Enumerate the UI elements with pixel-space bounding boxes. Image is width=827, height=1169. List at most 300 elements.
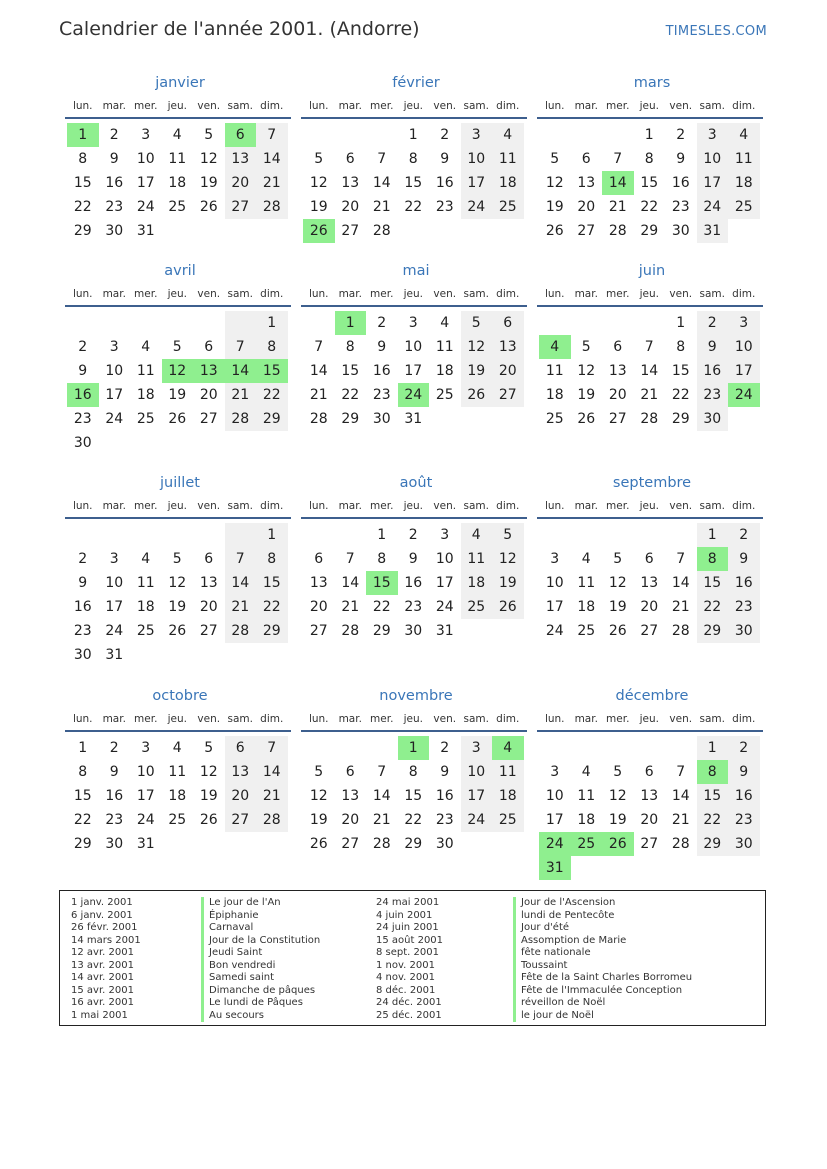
- empty-cell: [366, 123, 398, 147]
- day-grid: [303, 736, 525, 856]
- holiday-date: 14 mars 2001: [71, 934, 141, 946]
- day-cell: 10: [105, 575, 124, 591]
- day-cell: 19: [199, 175, 218, 191]
- day-cell: 26: [608, 623, 627, 639]
- month-block: [539, 72, 761, 243]
- day-cell: 22: [671, 387, 690, 403]
- holiday-date: 4 nov. 2001: [376, 972, 435, 983]
- day-cell: 30: [728, 832, 760, 856]
- day-cell: 18: [461, 571, 493, 595]
- day-cell: 18: [136, 387, 155, 403]
- day-cell: 19: [608, 812, 627, 828]
- day-cell: 1: [335, 311, 367, 335]
- day-cell: 19: [461, 359, 493, 383]
- day-cell: 4: [141, 551, 151, 567]
- day-cell: 20: [577, 199, 596, 215]
- weekday-label: mer.: [370, 287, 394, 300]
- day-cell: 28: [309, 411, 328, 427]
- day-cell: 14: [671, 575, 690, 591]
- empty-cell: [602, 123, 634, 147]
- day-cell: 15: [404, 788, 423, 804]
- weekday-label: mer.: [606, 712, 630, 725]
- weekday-label: sam.: [463, 287, 489, 300]
- day-cell: 28: [372, 223, 391, 239]
- day-cell: 23: [372, 387, 391, 403]
- month-block: [67, 472, 289, 667]
- day-cell: 17: [105, 387, 124, 403]
- day-cell: 3: [550, 764, 560, 780]
- day-cell: 24: [136, 199, 155, 215]
- empty-cell: [728, 407, 760, 431]
- empty-cell: [335, 123, 367, 147]
- day-cell: 8: [78, 764, 88, 780]
- day-grid: [539, 523, 761, 643]
- month-block: [67, 260, 289, 455]
- weekday-label: jeu.: [167, 499, 187, 512]
- holiday-name: Fête de la Saint Charles Borromeu: [513, 972, 692, 985]
- day-cell: 5: [550, 151, 560, 167]
- day-cell: 8: [256, 547, 288, 571]
- day-cell: 10: [461, 147, 493, 171]
- weekday-label: mer.: [606, 99, 630, 112]
- day-cell: 28: [256, 808, 288, 832]
- day-cell: 8: [78, 151, 88, 167]
- day-cell: 25: [545, 411, 564, 427]
- day-cell: 29: [671, 411, 690, 427]
- day-cell: 25: [577, 623, 596, 639]
- empty-cell: [193, 311, 225, 335]
- day-cell: 11: [545, 363, 564, 379]
- day-cell: 12: [545, 175, 564, 191]
- empty-cell: [162, 311, 194, 335]
- month-name: juin: [638, 263, 666, 279]
- day-cell: 23: [105, 812, 124, 828]
- day-cell: 22: [404, 812, 423, 828]
- day-cell: 16: [435, 175, 454, 191]
- empty-cell: [225, 431, 257, 455]
- day-cell: 12: [168, 575, 187, 591]
- weekday-label: dim.: [496, 99, 520, 112]
- day-cell: 11: [461, 547, 493, 571]
- day-cell: 4: [141, 339, 151, 355]
- day-cell: 3: [550, 551, 560, 567]
- empty-cell: [366, 736, 398, 760]
- day-cell: 24: [136, 812, 155, 828]
- day-cell: 23: [728, 808, 760, 832]
- empty-cell: [130, 523, 162, 547]
- day-cell: 25: [435, 387, 454, 403]
- holiday-legend: [59, 890, 766, 1026]
- day-cell: 10: [697, 147, 729, 171]
- holiday-date: 4 juin 2001: [376, 909, 433, 921]
- empty-cell: [162, 431, 194, 455]
- day-cell: 1: [256, 523, 288, 547]
- day-cell: 3: [697, 123, 729, 147]
- day-cell: 11: [492, 147, 524, 171]
- day-cell: 16: [671, 175, 690, 191]
- day-cell: 4: [539, 335, 571, 359]
- empty-cell: [130, 643, 162, 667]
- holiday-date: 1 janv. 2001: [71, 897, 133, 908]
- day-cell: 6: [204, 551, 214, 567]
- day-cell: 2: [408, 527, 418, 543]
- day-cell: 28: [671, 836, 690, 852]
- day-cell: 5: [613, 764, 623, 780]
- day-cell: 16: [372, 363, 391, 379]
- header-rule: [65, 117, 291, 119]
- empty-cell: [193, 832, 225, 856]
- day-cell: 23: [671, 199, 690, 215]
- empty-cell: [461, 219, 493, 243]
- empty-cell: [571, 736, 603, 760]
- weekday-label: ven.: [669, 99, 693, 112]
- weekday-label: lun.: [308, 287, 329, 300]
- day-cell: 20: [199, 599, 218, 615]
- day-cell: 29: [73, 223, 92, 239]
- empty-cell: [67, 523, 99, 547]
- day-cell: 12: [162, 359, 194, 383]
- holiday-date: 13 avr. 2001: [71, 959, 134, 971]
- empty-cell: [461, 832, 493, 856]
- day-cell: 3: [141, 127, 151, 143]
- holiday-name: Assomption de Marie: [513, 935, 692, 948]
- day-cell: 27: [309, 623, 328, 639]
- empty-cell: [539, 311, 571, 335]
- day-cell: 22: [697, 808, 729, 832]
- day-cell: 6: [644, 551, 654, 567]
- day-cell: 11: [136, 575, 155, 591]
- holiday-date: 1 nov. 2001: [376, 959, 435, 971]
- day-cell: 26: [461, 383, 493, 407]
- day-cell: 15: [697, 571, 729, 595]
- day-cell: 13: [577, 175, 596, 191]
- day-cell: 15: [341, 363, 360, 379]
- day-cell: 18: [492, 784, 524, 808]
- day-cell: 13: [640, 788, 659, 804]
- empty-cell: [634, 856, 666, 880]
- day-cell: 7: [377, 764, 387, 780]
- day-cell: 17: [461, 171, 493, 195]
- day-cell: 8: [676, 339, 686, 355]
- month-name: septembre: [612, 475, 692, 491]
- weekday-label: mer.: [606, 287, 630, 300]
- day-cell: 27: [341, 223, 360, 239]
- weekday-label: dim.: [260, 287, 284, 300]
- holiday-name: Bon vendredi: [201, 960, 320, 973]
- day-cell: 12: [199, 151, 218, 167]
- weekday-label: sam.: [699, 287, 725, 300]
- empty-cell: [303, 523, 335, 547]
- weekday-label: ven.: [669, 712, 693, 725]
- day-cell: 12: [577, 363, 596, 379]
- day-cell: 29: [640, 223, 659, 239]
- day-cell: 9: [440, 764, 450, 780]
- day-cell: 7: [314, 339, 324, 355]
- day-cell: 1: [78, 740, 88, 756]
- empty-cell: [429, 219, 461, 243]
- day-cell: 31: [105, 647, 124, 663]
- header-rule: [301, 730, 527, 732]
- weekday-label: ven.: [433, 499, 457, 512]
- day-cell: 2: [440, 127, 450, 143]
- month-block: [303, 72, 525, 243]
- day-cell: 28: [640, 411, 659, 427]
- day-cell: 15: [73, 788, 92, 804]
- header-rule: [65, 730, 291, 732]
- weekday-label: jeu.: [167, 712, 187, 725]
- weekday-label: sam.: [227, 499, 253, 512]
- day-cell: 20: [225, 171, 257, 195]
- day-cell: 6: [613, 339, 623, 355]
- day-cell: 8: [377, 551, 387, 567]
- month-block: [539, 472, 761, 643]
- weekday-label: jeu.: [167, 287, 187, 300]
- day-cell: 29: [341, 411, 360, 427]
- day-cell: 21: [372, 199, 391, 215]
- day-cell: 19: [309, 812, 328, 828]
- day-cell: 7: [613, 151, 623, 167]
- weekday-label: mar.: [102, 499, 126, 512]
- weekday-label: mer.: [134, 99, 158, 112]
- day-cell: 25: [168, 199, 187, 215]
- day-cell: 8: [644, 151, 654, 167]
- weekday-label: mar.: [574, 499, 598, 512]
- day-cell: 25: [728, 195, 760, 219]
- day-cell: 21: [671, 812, 690, 828]
- day-cell: 26: [303, 219, 335, 243]
- empty-cell: [99, 311, 131, 335]
- day-cell: 24: [697, 195, 729, 219]
- day-cell: 28: [608, 223, 627, 239]
- holiday-date: 8 déc. 2001: [376, 984, 436, 996]
- weekday-label: ven.: [669, 287, 693, 300]
- empty-cell: [492, 619, 524, 643]
- weekday-label: mar.: [574, 712, 598, 725]
- day-cell: 6: [314, 551, 324, 567]
- day-cell: 19: [199, 788, 218, 804]
- day-cell: 26: [168, 623, 187, 639]
- empty-cell: [162, 219, 194, 243]
- day-cell: 11: [435, 339, 454, 355]
- day-cell: 7: [256, 123, 288, 147]
- month-block: [539, 685, 761, 880]
- weekday-label: lun.: [544, 499, 565, 512]
- day-cell: 31: [136, 836, 155, 852]
- empty-cell: [303, 736, 335, 760]
- day-cell: 23: [73, 623, 92, 639]
- day-cell: 4: [440, 315, 450, 331]
- day-cell: 25: [168, 812, 187, 828]
- weekday-label: lun.: [72, 712, 93, 725]
- day-cell: 20: [640, 812, 659, 828]
- month-name: mai: [402, 263, 430, 279]
- weekday-label: mer.: [370, 499, 394, 512]
- empty-cell: [571, 123, 603, 147]
- day-cell: 26: [577, 411, 596, 427]
- day-cell: 14: [225, 571, 257, 595]
- day-cell: 5: [581, 339, 591, 355]
- day-cell: 21: [341, 599, 360, 615]
- day-cell: 31: [539, 856, 571, 880]
- empty-cell: [571, 523, 603, 547]
- day-cell: 27: [225, 808, 257, 832]
- day-cell: 3: [728, 311, 760, 335]
- weekday-label: mar.: [338, 287, 362, 300]
- holiday-date: 14 avr. 2001: [71, 972, 134, 983]
- day-cell: 17: [435, 575, 454, 591]
- day-cell: 13: [640, 575, 659, 591]
- day-cell: 25: [136, 411, 155, 427]
- day-cell: 27: [199, 411, 218, 427]
- day-grid: [67, 523, 289, 667]
- day-cell: 27: [492, 383, 524, 407]
- day-cell: 24: [545, 623, 564, 639]
- empty-cell: [728, 856, 760, 880]
- day-cell: 28: [225, 407, 257, 431]
- day-cell: 21: [225, 383, 257, 407]
- day-cell: 5: [492, 523, 524, 547]
- weekday-label: sam.: [699, 99, 725, 112]
- site-link[interactable]: TIMESLES.COM: [665, 24, 767, 39]
- day-cell: 19: [577, 387, 596, 403]
- empty-cell: [130, 311, 162, 335]
- empty-cell: [303, 123, 335, 147]
- day-cell: 13: [225, 147, 257, 171]
- day-cell: 10: [136, 764, 155, 780]
- day-cell: 10: [404, 339, 423, 355]
- day-cell: 5: [204, 127, 214, 143]
- day-grid: [303, 311, 525, 431]
- holiday-name: Carnaval: [201, 922, 320, 935]
- day-cell: 11: [492, 760, 524, 784]
- day-cell: 13: [199, 575, 218, 591]
- weekday-label: dim.: [260, 499, 284, 512]
- day-cell: 12: [461, 335, 493, 359]
- day-cell: 19: [168, 387, 187, 403]
- holiday-name: fête nationale: [513, 947, 692, 960]
- day-cell: 24: [398, 383, 430, 407]
- holiday-name: Jeudi Saint: [201, 947, 320, 960]
- holiday-name: Toussaint: [513, 960, 692, 973]
- day-cell: 22: [256, 383, 288, 407]
- day-cell: 26: [199, 812, 218, 828]
- day-cell: 30: [73, 435, 92, 451]
- holiday-date: 8 sept. 2001: [376, 947, 439, 958]
- empty-cell: [697, 856, 729, 880]
- weekday-label: ven.: [197, 99, 221, 112]
- header-rule: [65, 305, 291, 307]
- day-cell: 24: [461, 808, 493, 832]
- day-cell: 3: [109, 339, 119, 355]
- day-cell: 6: [345, 764, 355, 780]
- empty-cell: [225, 832, 257, 856]
- holiday-date: 16 avr. 2001: [71, 997, 134, 1008]
- weekday-label: jeu.: [639, 712, 659, 725]
- weekday-label: lun.: [308, 712, 329, 725]
- day-cell: 9: [728, 547, 760, 571]
- empty-cell: [256, 832, 288, 856]
- day-cell: 26: [168, 411, 187, 427]
- day-cell: 9: [728, 760, 760, 784]
- holiday-date: 24 juin 2001: [376, 922, 439, 933]
- weekday-label: jeu.: [639, 99, 659, 112]
- weekday-label: dim.: [260, 99, 284, 112]
- day-cell: 19: [168, 599, 187, 615]
- weekday-header: [539, 494, 761, 517]
- day-cell: 21: [309, 387, 328, 403]
- weekday-header: [303, 282, 525, 305]
- empty-cell: [461, 619, 493, 643]
- day-cell: 22: [640, 199, 659, 215]
- day-cell: 16: [728, 784, 760, 808]
- empty-cell: [665, 523, 697, 547]
- day-cell: 14: [372, 175, 391, 191]
- day-cell: 1: [398, 736, 430, 760]
- day-cell: 20: [199, 387, 218, 403]
- empty-cell: [335, 736, 367, 760]
- day-cell: 8: [697, 760, 729, 784]
- day-cell: 2: [697, 311, 729, 335]
- day-cell: 3: [141, 740, 151, 756]
- day-cell: 31: [697, 219, 729, 243]
- day-cell: 24: [461, 195, 493, 219]
- day-cell: 3: [408, 315, 418, 331]
- day-cell: 2: [377, 315, 387, 331]
- day-cell: 11: [728, 147, 760, 171]
- day-cell: 12: [492, 547, 524, 571]
- day-cell: 3: [461, 123, 493, 147]
- weekday-label: sam.: [463, 99, 489, 112]
- day-cell: 18: [168, 175, 187, 191]
- day-cell: 29: [697, 619, 729, 643]
- month-block: [303, 472, 525, 643]
- day-cell: 14: [671, 788, 690, 804]
- day-cell: 17: [728, 359, 760, 383]
- day-cell: 31: [136, 223, 155, 239]
- empty-cell: [571, 856, 603, 880]
- day-cell: 20: [225, 784, 257, 808]
- day-cell: 28: [256, 195, 288, 219]
- day-cell: 16: [73, 599, 92, 615]
- day-cell: 10: [545, 788, 564, 804]
- day-cell: 2: [728, 736, 760, 760]
- day-cell: 7: [676, 764, 686, 780]
- day-cell: 22: [73, 199, 92, 215]
- weekday-label: dim.: [732, 287, 756, 300]
- day-cell: 23: [404, 599, 423, 615]
- day-cell: 23: [435, 199, 454, 215]
- month-name: décembre: [615, 688, 689, 704]
- day-cell: 26: [602, 832, 634, 856]
- day-cell: 26: [309, 836, 328, 852]
- empty-cell: [67, 311, 99, 335]
- day-cell: 29: [73, 836, 92, 852]
- day-cell: 7: [256, 736, 288, 760]
- day-cell: 5: [314, 151, 324, 167]
- empty-cell: [602, 736, 634, 760]
- day-cell: 11: [168, 151, 187, 167]
- day-cell: 7: [644, 339, 654, 355]
- day-cell: 26: [492, 595, 524, 619]
- day-cell: 17: [404, 363, 423, 379]
- day-grid: [303, 523, 525, 643]
- day-cell: 13: [225, 760, 257, 784]
- holiday-name: Jour d'été: [513, 922, 692, 935]
- day-cell: 5: [613, 551, 623, 567]
- day-cell: 20: [492, 359, 524, 383]
- day-cell: 2: [78, 339, 88, 355]
- month-name: octobre: [152, 688, 208, 704]
